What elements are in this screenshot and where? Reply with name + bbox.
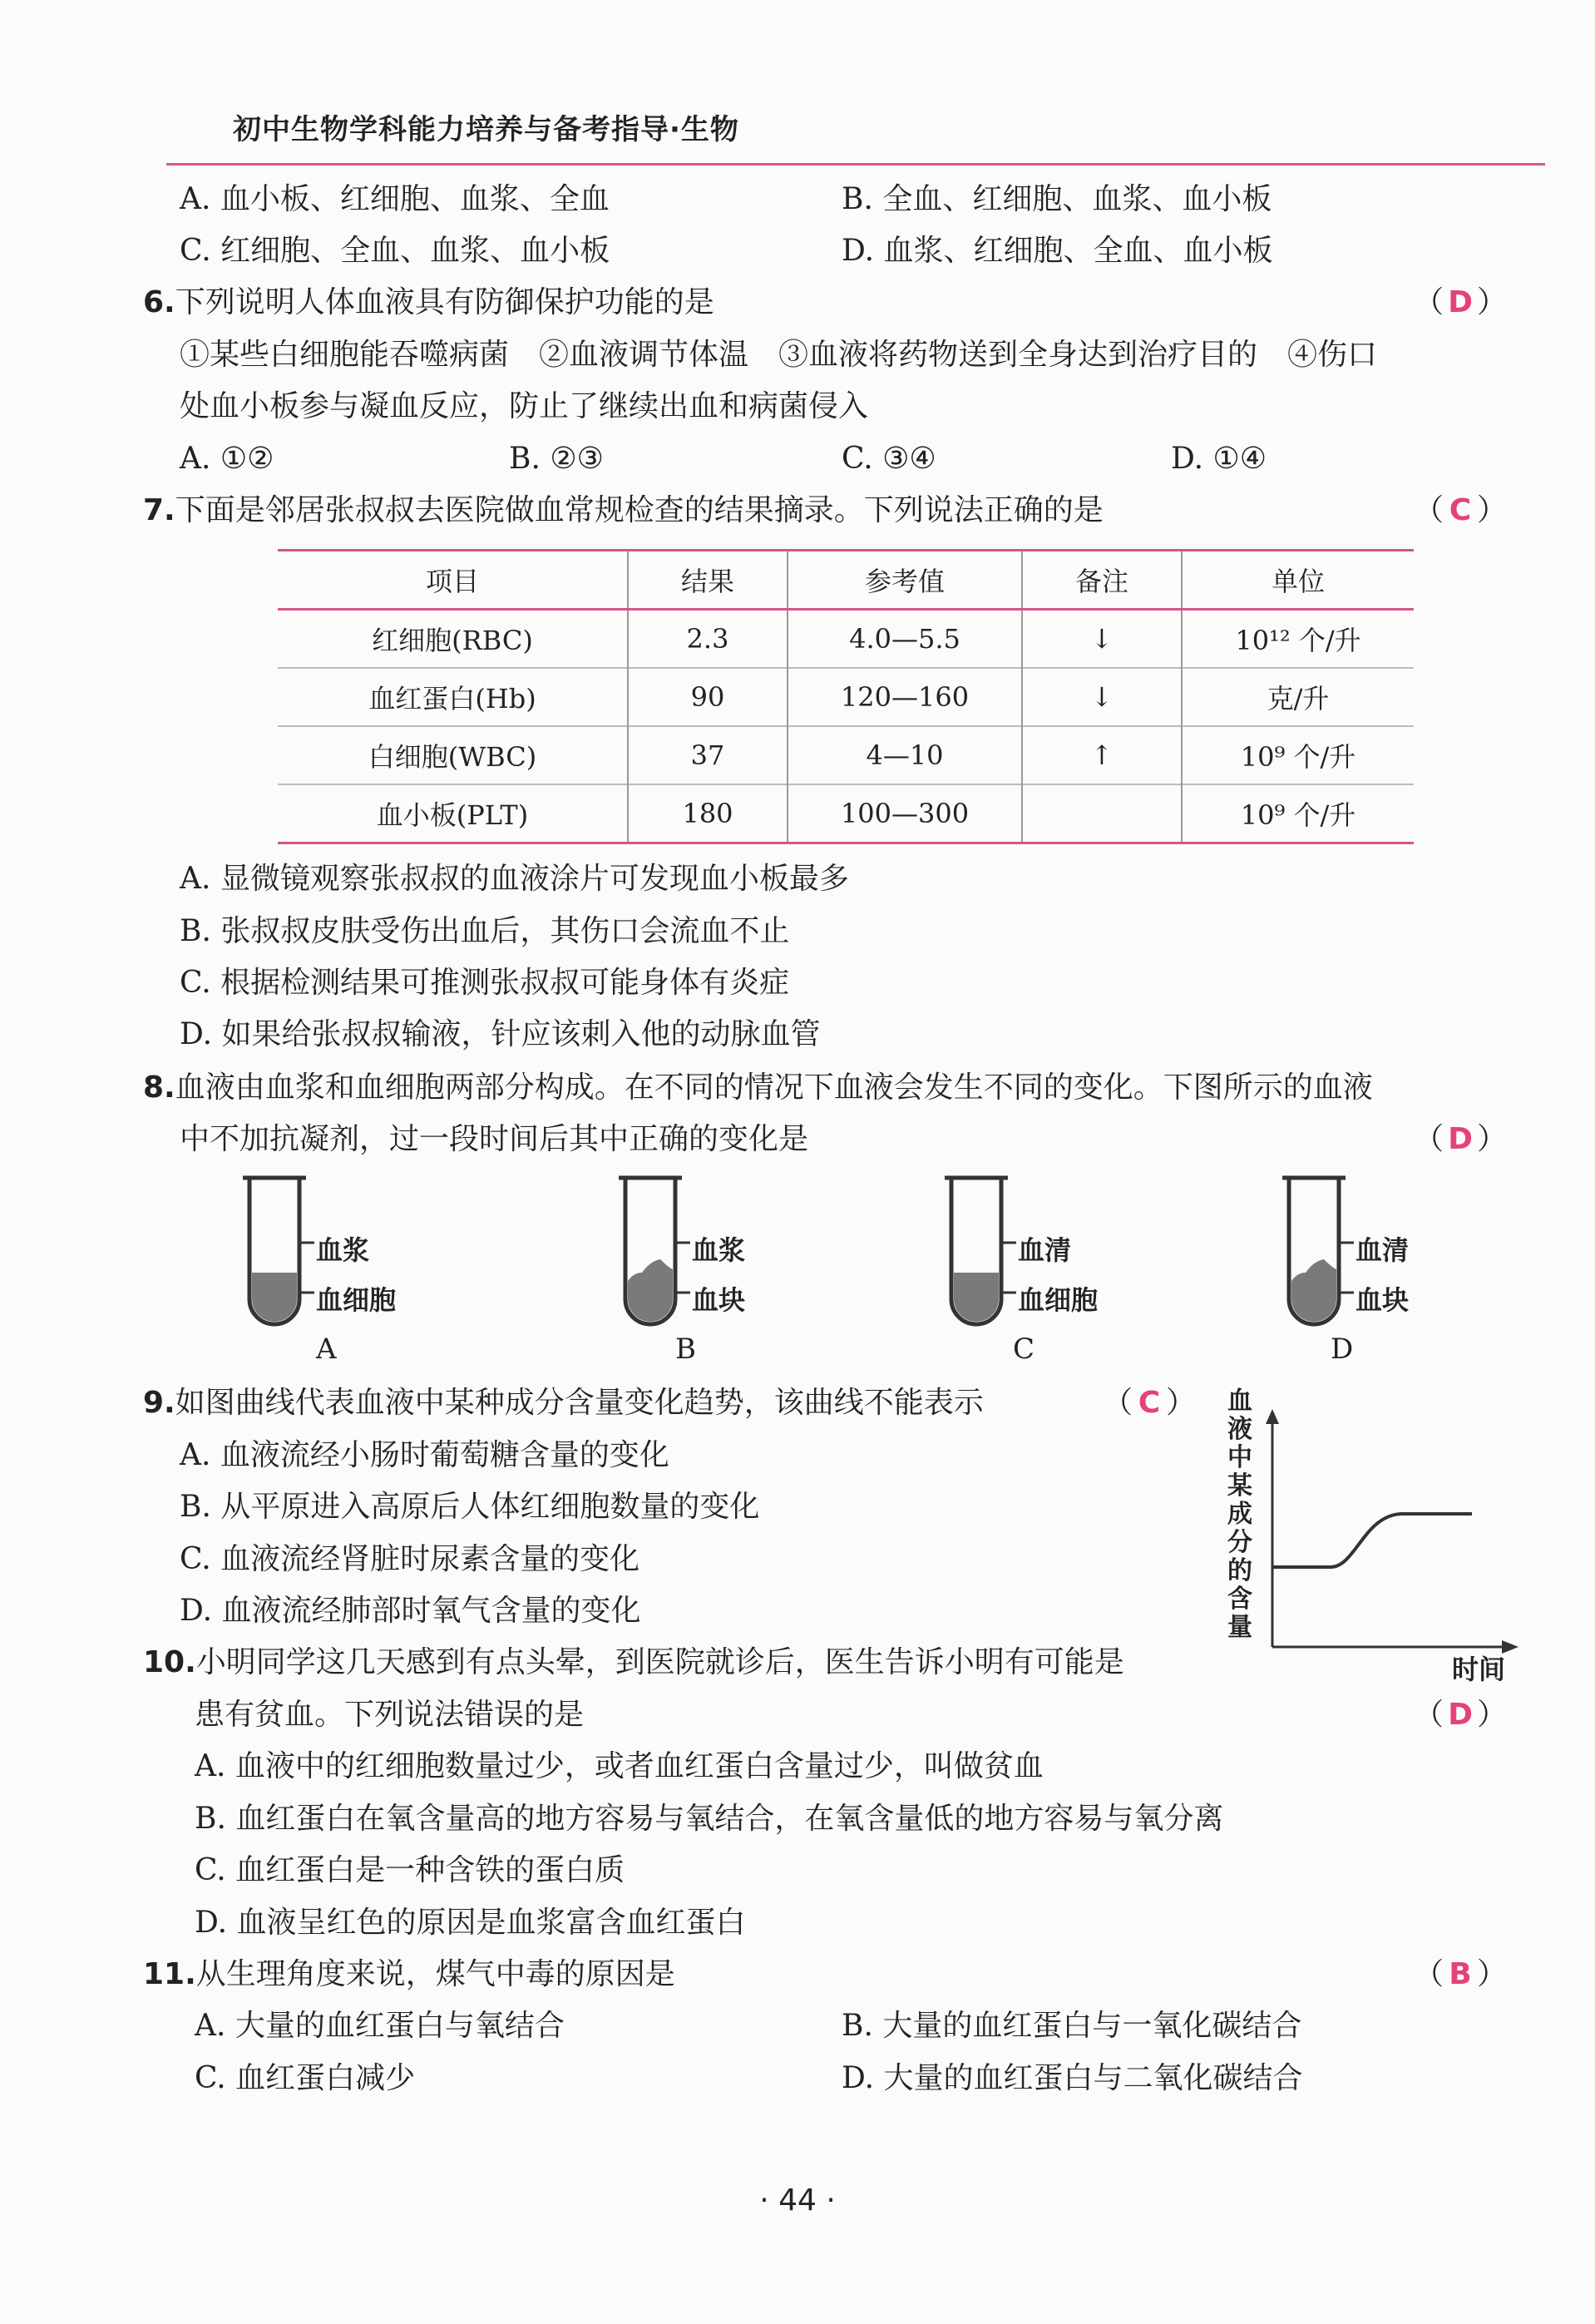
q6-answer: （ D ）: [1414, 285, 1508, 319]
q11-option-b: B. 大量的血红蛋白与一氧化碳结合: [842, 2009, 1302, 2043]
table-cell: 90: [628, 668, 788, 726]
q7-answer: （ C ）: [1414, 493, 1508, 527]
table-cell: 白细胞(WBC): [368, 741, 537, 773]
q6-option-a: A. ①②: [180, 442, 274, 476]
table-cell: 2.3: [628, 610, 788, 669]
q7-option-c: C. 根据检测结果可推测张叔叔可能身体有炎症: [180, 966, 790, 1000]
q7-stem: 7.下面是邻居张叔叔去医院做血常规检查的结果摘录。下列说法正确的是: [143, 493, 1104, 527]
q6-option-d: D. ①④: [1171, 442, 1267, 476]
q10-option-c: C. 血红蛋白是一种含铁的蛋白质: [195, 1853, 625, 1887]
q11-option-d: D. 大量的血红蛋白与二氧化碳结合: [842, 2061, 1303, 2095]
q9-option-c: C. 血液流经肾脏时尿素含量的变化: [180, 1542, 640, 1576]
test-tube-a: [241, 1174, 316, 1329]
tube-d-caption: D: [1331, 1333, 1354, 1366]
table-cell: 10⁹ 个/升: [1182, 726, 1414, 784]
q9-answer: （ C ）: [1103, 1386, 1197, 1420]
q8-stem: 8.血液由血浆和血细胞两部分构成。在不同的情况下血液会发生不同的变化。下图所示的血液: [143, 1071, 1373, 1105]
test-tube-c: [943, 1174, 1018, 1329]
tube-a-lower-label: 血细胞: [316, 1284, 397, 1316]
q6-stem: 6.下列说明人体血液具有防御保护功能的是: [143, 285, 714, 319]
q7-option-b: B. 张叔叔皮肤受伤出血后，其伤口会流血不止: [180, 914, 790, 948]
table-cell: 100—300: [788, 784, 1022, 843]
q9-option-a: A. 血液流经小肠时葡萄糖含量的变化: [180, 1438, 669, 1472]
q5-option-c: C. 红细胞、全血、血浆、血小板: [180, 234, 610, 268]
q6-option-c: C. ③④: [842, 442, 936, 476]
q11-option-a: A. 大量的血红蛋白与氧结合: [195, 2009, 565, 2043]
q6-option-b: B. ②③: [509, 442, 604, 476]
table-header-cell: 结果: [628, 551, 788, 610]
table-header-row: [278, 551, 1414, 610]
table-row: [278, 726, 1414, 784]
q5-option-d: D. 血浆、红细胞、全血、血小板: [842, 234, 1273, 268]
tube-d-upper-label: 血清: [1356, 1234, 1410, 1266]
tube-b-upper-label: 血浆: [692, 1234, 746, 1266]
q10-option-a: A. 血液中的红细胞数量过少，或者血红蛋白含量过少，叫做贫血: [195, 1749, 1044, 1783]
tube-d-lower-label: 血块: [1356, 1284, 1410, 1316]
graph-x-axis-label: 时间: [1452, 1654, 1506, 1685]
table-header-cell: 项目: [425, 566, 479, 597]
table-cell: 血红蛋白(Hb): [368, 683, 536, 715]
table-header-cell: 单位: [1182, 551, 1414, 610]
tube-c-lower-label: 血细胞: [1018, 1284, 1099, 1316]
table-cell: ↑: [1022, 726, 1182, 784]
table-cell: 4—10: [788, 726, 1022, 784]
q11-answer: （ B ）: [1414, 1957, 1508, 1991]
table-cell: 红细胞(RBC): [372, 625, 533, 656]
page-number: · 44 ·: [759, 2183, 836, 2218]
q6-statements: ①某些白细胞能吞噬病菌 ②血液调节体温 ③血液将药物送到全身达到治疗目的 ④伤口: [180, 338, 1378, 372]
graph-y-axis-label: 血液中某成分的含量: [1227, 1387, 1252, 1642]
table-header-cell: 备注: [1022, 551, 1182, 610]
test-tube-b: [617, 1174, 692, 1329]
table-row: [278, 610, 1414, 669]
table-cell: 克/升: [1182, 668, 1414, 726]
q10-option-d: D. 血液呈红色的原因是血浆富含血红蛋白: [195, 1906, 746, 1940]
trend-curve: [1272, 1514, 1472, 1567]
table-cell: 180: [628, 784, 788, 843]
table-cell: 120—160: [788, 668, 1022, 726]
table-header-cell: 参考值: [788, 551, 1022, 610]
q9-option-d: D. 血液流经肺部时氧气含量的变化: [180, 1594, 641, 1628]
q10-option-b: B. 血红蛋白在氧含量高的地方容易与氧结合，在氧含量低的地方容易与氧分离: [195, 1802, 1224, 1836]
header-divider: [166, 163, 1545, 166]
q7-option-a: A. 显微镜观察张叔叔的血液涂片可发现血小板最多: [180, 862, 849, 896]
q8-answer: （ D ）: [1414, 1122, 1508, 1156]
table-row: [278, 668, 1414, 726]
q9-option-b: B. 从平原进入高原后人体红细胞数量的变化: [180, 1490, 760, 1524]
table-row: [278, 784, 1414, 843]
tube-b-lower-label: 血块: [692, 1284, 746, 1316]
q10-stem: 10.小明同学这几天感到有点头晕，到医院就诊后，医生告诉小明有可能是: [143, 1645, 1124, 1679]
table-cell: ↓: [1022, 668, 1182, 726]
table-cell: ↓: [1022, 610, 1182, 669]
table-cell: 4.0—5.5: [788, 610, 1022, 669]
table-cell: [1022, 784, 1182, 843]
table-cell: 10⁹ 个/升: [1182, 784, 1414, 843]
q6-statements-cont: 处血小板参与凝血反应，防止了继续出血和病菌侵入: [180, 389, 869, 423]
tube-c-caption: C: [1013, 1333, 1035, 1366]
table-cell: 10¹² 个/升: [1182, 610, 1414, 669]
content-trend-graph: [1256, 1406, 1522, 1655]
page-header-title: 初中生物学科能力培养与备考指导·生物: [233, 113, 739, 146]
tube-b-caption: B: [675, 1333, 696, 1366]
blood-test-table: [278, 549, 1414, 844]
q11-stem: 11.从生理角度来说，煤气中毒的原因是: [143, 1957, 675, 1991]
q11-option-c: C. 血红蛋白减少: [195, 2061, 416, 2095]
q9-stem: 9.如图曲线代表血液中某种成分含量变化趋势，该曲线不能表示: [143, 1386, 984, 1420]
q5-option-a: A. 血小板、红细胞、血浆、全血: [180, 182, 610, 216]
q8-stem-cont: 中不加抗凝剂，过一段时间后其中正确的变化是: [180, 1122, 809, 1156]
tube-c-upper-label: 血清: [1018, 1234, 1072, 1266]
q7-option-d: D. 如果给张叔叔输液，针应该刺入他的动脉血管: [180, 1017, 821, 1051]
tube-a-upper-label: 血浆: [316, 1234, 370, 1266]
table-cell: 血小板(PLT): [376, 799, 529, 831]
test-tube-d: [1281, 1174, 1356, 1329]
tube-a-caption: A: [316, 1333, 337, 1366]
q5-option-b: B. 全血、红细胞、血浆、血小板: [842, 182, 1272, 216]
q10-stem-cont: 患有贫血。下列说法错误的是: [195, 1698, 585, 1732]
q10-answer: （ D ）: [1414, 1698, 1508, 1732]
table-cell: 37: [628, 726, 788, 784]
